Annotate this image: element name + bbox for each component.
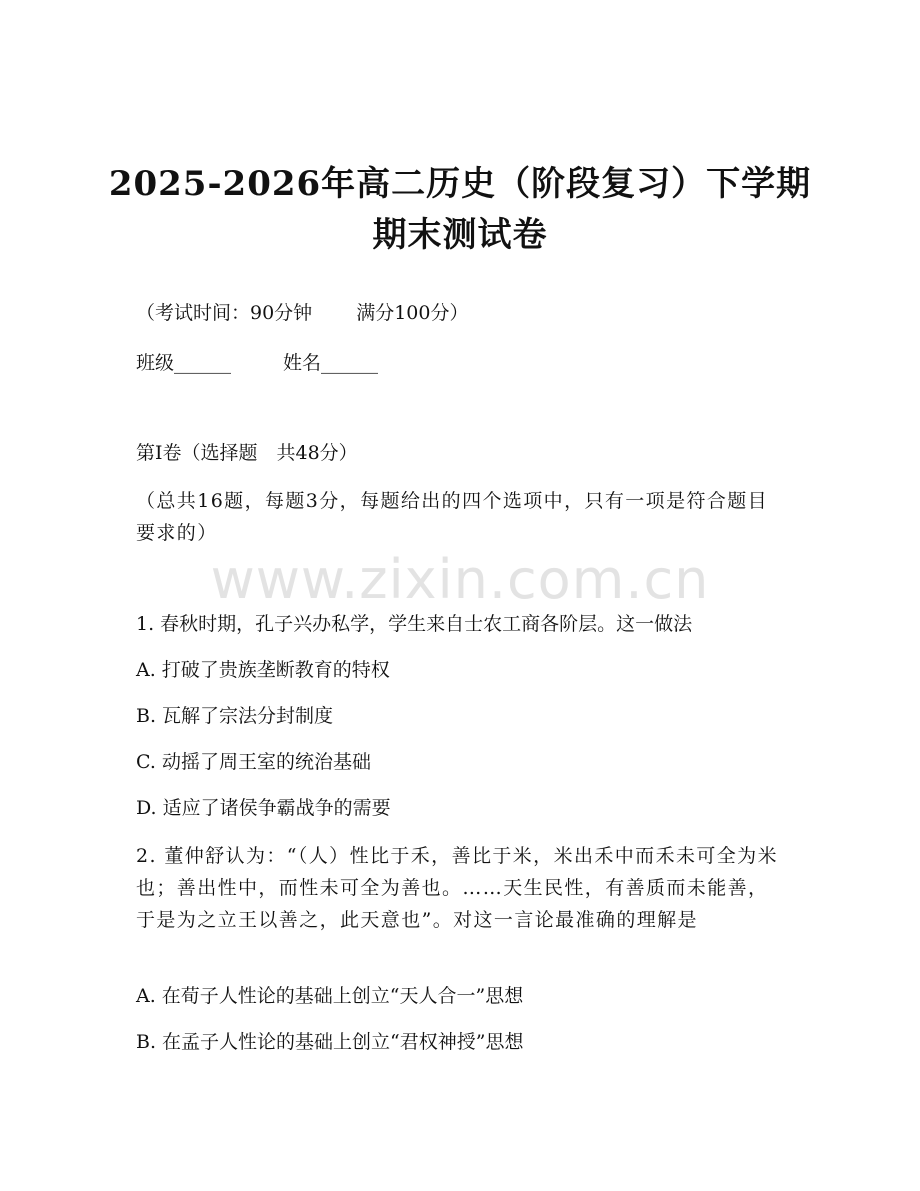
exam-score: 满分100分） <box>356 302 469 324</box>
question-1-option-b: B. 瓦解了宗法分封制度 <box>136 705 334 727</box>
watermark: www.zixin.com.cn <box>210 548 710 611</box>
question-1-stem: 1. 春秋时期，孔子兴办私学，学生来自士农工商各阶层。这一做法 <box>136 613 693 635</box>
exam-info <box>136 301 468 325</box>
question-1-option-d: D. 适应了诸侯争霸战争的需要 <box>136 797 391 819</box>
title-line-2: 期末测试卷 <box>372 215 548 255</box>
name-field: 姓名______ <box>283 352 379 374</box>
question-2-stem: 2. 董仲舒认为：“（人）性比于禾，善比于米，米出禾中而禾未可全为米也；善出性中，而性未可全为善也。……天生民性，有善质而未能善，于是为之立王以善之，此天意也”。对这一言论最准确的理解是 <box>136 845 778 931</box>
question-2-option-a: A. 在荀子人性论的基础上创立“天人合一”思想 <box>136 985 524 1007</box>
section-instructions: （总共16题，每题3分，每题给出的四个选项中，只有一项是符合题目要求的） <box>136 490 769 544</box>
title-line-1: 2025-2026年高二历史（阶段复习）下学期 <box>108 164 812 204</box>
class-field: 班级______ <box>136 352 232 374</box>
section-heading: 第Ⅰ卷（选择题 共48分） <box>136 442 358 464</box>
exam-time: （考试时间：90分钟 <box>136 302 313 324</box>
question-1-option-c: C. 动摇了周王室的统治基础 <box>136 751 371 773</box>
student-fields <box>136 351 378 375</box>
question-2-option-b: B. 在孟子人性论的基础上创立“君权神授”思想 <box>136 1031 524 1053</box>
question-1-option-a: A. 打破了贵族垄断教育的特权 <box>136 659 390 681</box>
